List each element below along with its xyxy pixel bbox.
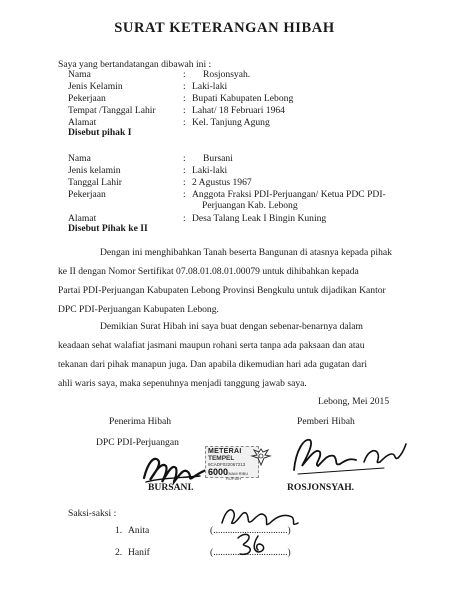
- p2-gender-colon: :: [183, 165, 186, 176]
- p2-job-value-cont: Perjuangan Kab. Lebong: [202, 200, 298, 211]
- p1-job-label: Pekerjaan: [68, 93, 106, 104]
- stamp-unit: ENAM RIBU RUPIAH: [226, 471, 249, 481]
- p2-gender-value: Laki-laki: [192, 165, 228, 176]
- p2-address-colon: :: [183, 213, 186, 224]
- place-date: Lebong, Mei 2015: [318, 396, 390, 407]
- saksi-1-number: 1.: [115, 525, 123, 536]
- p1-gender-colon: :: [183, 81, 186, 92]
- para2-line-1: Demikian Surat Hibah ini saya buat dengan sebenar-benarnya dalam: [100, 321, 364, 332]
- p1-birth-value: Lahat/ 18 Februari 1964: [192, 105, 285, 116]
- p2-birth-colon: :: [183, 177, 186, 188]
- p1-job-value: Bupati Kabupaten Lebong: [192, 93, 294, 104]
- pihak2-heading: Disebut Pihak ke II: [68, 223, 148, 234]
- p1-name-colon: :: [183, 69, 186, 80]
- para1-line-2: ke II dengan Nomor Sertifikat 07.08.01.08.01.00079 untuk dihibahkan kepada: [58, 266, 359, 277]
- saksi-2-signature: [232, 530, 277, 558]
- garuda-emblem-icon: [250, 446, 272, 468]
- stamp-amount: 6000: [208, 467, 229, 477]
- p2-name-label: Nama: [68, 153, 91, 164]
- saksi-1-name: Anita: [128, 525, 150, 536]
- saksi-2-number: 2.: [115, 547, 123, 558]
- para1-line-4: DPC PDI-Perjuangan Kabupaten Lebong.: [58, 304, 219, 315]
- p1-address-colon: :: [183, 117, 186, 128]
- document-title: SURAT KETERANGAN HIBAH: [114, 20, 335, 36]
- p2-name-colon: :: [183, 153, 186, 164]
- p2-birth-label: Tanggal Lahir: [68, 177, 122, 188]
- p2-birth-value: 2 Agustus 1967: [192, 177, 252, 188]
- p2-address-value: Desa Talang Leak I Bingin Kuning: [192, 213, 327, 224]
- p1-gender-value: Laki-laki: [192, 81, 228, 92]
- p1-address-value: Kel. Tanjung Agung: [192, 117, 270, 128]
- saksi-1-signature-line: (...............................): [210, 525, 291, 536]
- para2-line-3: tekanan dari pihak manapun juga. Dan apabila dikemudian hari ada gugatan dari: [58, 359, 368, 370]
- saksi-2-signature-line: (...............................): [210, 547, 291, 558]
- intro-text: Saya yang bertandatangan dibawah ini :: [58, 59, 212, 70]
- para1-line-1: Dengan ini menghibahkan Tanah beserta Bangunan di atasnya kepada pihak: [100, 247, 392, 258]
- stamp-subtitle: TEMPEL: [208, 455, 235, 462]
- pemberi-signature: [284, 430, 409, 482]
- saksi-heading: Saksi-saksi :: [68, 508, 117, 519]
- p2-address-label: Alamat: [68, 213, 97, 224]
- penerima-name: BURSANI.: [148, 482, 194, 493]
- saksi-2-name: Hanif: [128, 547, 150, 558]
- saksi-1-signature: [218, 503, 303, 531]
- para1-line-3: Partai PDI-Perjuangan Kabupaten Lebong Provinsi Bengkulu untuk dijadikan Kantor: [58, 285, 386, 296]
- p1-address-label: Alamat: [68, 117, 97, 128]
- penerima-title: Penerima Hibah: [109, 416, 172, 427]
- p2-gender-label: Jenis kelamin: [68, 165, 121, 176]
- p1-birth-label: Tempat /Tanggal Lahir: [68, 105, 156, 116]
- p1-job-colon: :: [183, 93, 186, 104]
- p1-name-label: Nama: [68, 69, 91, 80]
- pemberi-name: ROSJONSYAH.: [287, 482, 355, 493]
- penerima-org: DPC PDI-Perjuangan: [96, 437, 179, 448]
- p1-gender-label: Jenis Kelamin: [68, 81, 123, 92]
- p1-birth-colon: :: [183, 105, 186, 116]
- p1-name-value: Rosjonsyah.: [203, 69, 251, 80]
- p2-name-value: Bursani: [203, 153, 233, 164]
- para2-line-2: keadaan sehat walafiat jasmani maupun rohani serta tanpa ada paksaan dan atau: [58, 340, 365, 351]
- para2-line-4: ahli waris saya, maka sepenuhnya menjadi tanggung jawab saya.: [58, 378, 307, 389]
- p2-job-colon: :: [183, 189, 186, 200]
- pemberi-title: Pemberi Hibah: [297, 416, 355, 427]
- stamp-code: 9CADF022067213: [208, 462, 246, 467]
- p2-job-value: Anggota Fraksi PDI-Perjuangan/ Ketua PDC PDI-: [192, 189, 386, 200]
- p2-job-label: Pekerjaan: [68, 189, 106, 200]
- pihak1-heading: Disebut pihak I: [68, 127, 132, 138]
- stamp-title: METERAI: [208, 448, 242, 455]
